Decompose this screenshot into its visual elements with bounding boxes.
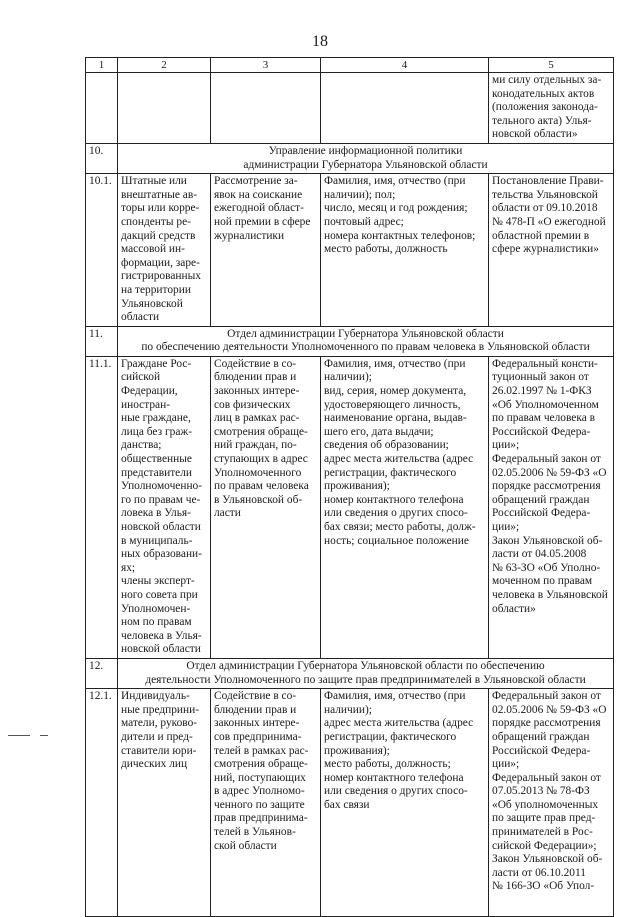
section-title (118, 143, 614, 173)
personal-data-text: Фамилия, имя, отчество (при наличии); пол; число, месяц и год рождения; почтовый адрес; номера контактных телефонов; место работы, должность (324, 175, 476, 256)
section-row-11 (86, 326, 614, 356)
personal-data-text: Фамилия, имя, отчество (при наличии); вид, серия, номер документа, удостоверяющего личность, наименование органа, выдав- шего его, дата выдачи; сведения об образовании; адрес места жительства (адрес регистрации, фактического проживания); номер контактного телефона или сведения о других спосо- бах связи; место работы, долж- ность; социальное положение (324, 357, 476, 547)
table-row-11-1 (86, 356, 614, 658)
scan-mark (8, 735, 30, 736)
subjects-text: Граждане Рос- сийской Федерации, иностран- ные граждане, лица без граж- данства; общественные представители Уполномоченно- го по правам че- ловека в Улья- новской области в муниципаль- ных образовани- ях; члены эксперт- ного совета при Уполномочен- ном по правам человека в Улья- новской области (121, 357, 203, 656)
legal-basis-text: Федеральный закон от 02.05.2006 № 59-ФЗ «О порядке рассмотрения обращений граждан Российской Федера- ции»; Федеральный закон от 07.05.2013 № 78-ФЗ «Об уполномоченных по защите прав пред- принимателей в Рос- сийской Федерации»; Закон Ульяновской об- ласти от 06.10.2011 № 166-ЗО «Об Упол- (492, 690, 607, 893)
cell-legal-basis (489, 356, 614, 658)
section-number: 11. (86, 326, 118, 356)
legal-basis-text: ми силу отдельных за- конодательных актов (положения законода- тельного акта) Улья- новской области» (492, 74, 602, 141)
row-number: 10.1. (86, 174, 118, 327)
table-row-10-1 (86, 174, 614, 327)
subjects-text: Индивидуаль- ные предприни- матели, руково- дители и пред- ставители юри- дических лиц (121, 690, 200, 771)
cell-subjects-empty (118, 73, 211, 144)
cell-purpose-empty (211, 73, 321, 144)
cell-data-empty (321, 73, 489, 144)
table-header-row (86, 58, 614, 73)
legal-basis-text: Федеральный консти- туционный закон от 26.02.1997 № 1-ФКЗ «Об Уполномоченном по правам человека в Российской Федера- ции»; Федеральный закон от 02.05.2006 № 59-ФЗ «О порядке рассмотрения обращений граждан Российской Федера- ции»; Закон Ульяновской об- ласти от 04.05.2008 № 63-ЗО «Об Уполно- моченном по правам человека в Ульяновской области» (492, 357, 608, 615)
column-header-2: 2 (118, 58, 211, 73)
column-header-1: 1 (86, 58, 118, 73)
section-row-10 (86, 143, 614, 173)
purpose-text: Содействие в со- блюдении прав и законных интере- сов предпринима- телей в рамках рас- смотрения обраще- ний, поступающих в адрес Уполномо- ченного по защите прав предпринима- телей в Ульянов- ской области (214, 690, 309, 852)
column-header-5: 5 (489, 58, 614, 73)
scan-mark (40, 735, 48, 736)
cell-legal-basis (489, 73, 614, 144)
section-number: 12. (86, 658, 118, 688)
cell-legal-basis (489, 174, 614, 327)
section-title (118, 658, 614, 688)
cell-subjects (118, 174, 211, 327)
table-row-continued (86, 73, 614, 144)
section-number: 10. (86, 143, 118, 173)
table-row-12-1 (86, 689, 614, 917)
cell-personal-data (321, 174, 489, 327)
purpose-text: Рассмотрение за- явок на соискание ежегодной област- ной премии в сфере журналистики (214, 175, 311, 242)
personal-data-text: Фамилия, имя, отчество (при наличии); адрес места жительства (адрес регистрации, фактического проживания); место работы, должность; номер контактного телефона или сведения о других спосо- бах связи (324, 690, 474, 811)
section-title (118, 326, 614, 356)
column-header-4: 4 (321, 58, 489, 73)
cell-subjects (118, 356, 211, 658)
cell-purpose (211, 689, 321, 917)
section-title-text: Отдел администрации Губернатора Ульяновской области по обеспечению деятельности Уполномоченного по правам человека в Ульяновской области (141, 327, 590, 354)
legal-basis-text: Постановление Прави- тельства Ульяновской области от 09.10.2018 № 478-П «О ежегодной областной премии в сфере журналистики» (492, 175, 606, 256)
subjects-text: Штатные или внештатные ав- торы или корре- спонденты ре- дакций средств массовой ин- формации, заре- гистрированных на территории Ульяновской области (121, 175, 201, 324)
cell-num-empty (86, 73, 118, 144)
cell-personal-data (321, 356, 489, 658)
row-number: 12.1. (86, 689, 118, 917)
cell-personal-data (321, 689, 489, 917)
purpose-text: Содействие в со- блюдении прав и законных интере- сов физических лиц в рамках рас- смотрения обраще- ний граждан, по- ступающих в адрес Уполномоченного по правам человека в Ульяновской об- ласти (214, 357, 309, 520)
column-header-3: 3 (211, 58, 321, 73)
data-table (85, 57, 614, 917)
cell-legal-basis (489, 689, 614, 917)
cell-subjects (118, 689, 211, 917)
section-row-12 (86, 658, 614, 688)
row-number: 11.1. (86, 356, 118, 658)
cell-purpose (211, 356, 321, 658)
cell-purpose (211, 174, 321, 327)
section-title-text: Отдел администрации Губернатора Ульяновской области по обеспечению деятельности Уполномоченного по защите прав предпринимателей в Ульяновской области (145, 659, 586, 686)
page-number: 18 (312, 33, 328, 50)
section-title-text: Управление информационной политики администрации Губернатора Ульяновской области (243, 144, 488, 171)
